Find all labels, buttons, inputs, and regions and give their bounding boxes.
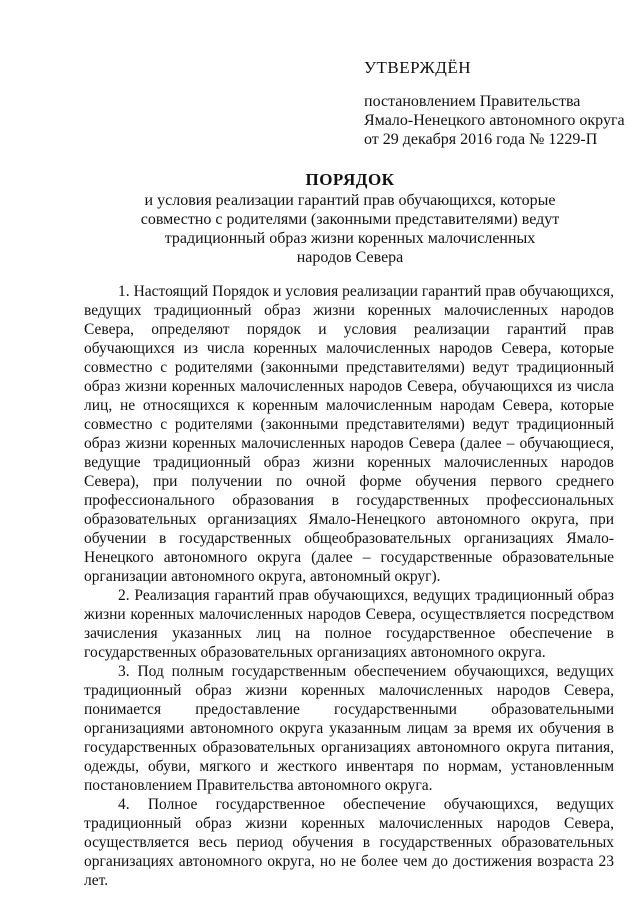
paragraph-2: 2. Реализация гарантий прав обучающихся, ведущих традиционный образ жизни коренных малочисленных народов Севера, осуществляется посредством зачисления указанных лиц на полное государственное обеспечение в государственных образовательных организациях автономного округа.: [84, 587, 614, 661]
paragraph-4: 4. Полное государственное обеспечение обучающихся, ведущих традиционный образ жизни коренных малочисленных народов Севера, осуществляется весь период обучения в государственных образовательных организациях автономного округа, но не более чем до достижения возраста 23 лет.: [84, 796, 614, 889]
approval-line-3: от 29 декабря 2016 года № 1229-П: [364, 131, 598, 148]
heading-line-3: традиционный образ жизни коренных малочисленных: [164, 230, 536, 247]
document-body: [84, 282, 614, 890]
heading-line-4: народов Севера: [296, 249, 404, 266]
document-heading: [80, 170, 620, 267]
heading-line-2: совместно с родителями (законными представителями) ведут: [140, 211, 560, 228]
approval-line-2: Ямало-Ненецкого автономного округа: [364, 112, 625, 129]
document-title: ПОРЯДОК: [305, 170, 395, 189]
approval-line-1: постановлением Правительства: [364, 93, 581, 110]
paragraph-1: 1. Настоящий Порядок и условия реализации гарантий прав обучающихся, ведущих традиционный образ жизни коренных малочисленных народов Севера, определяют порядок и условия реализации гарантий прав обучающихся из числа коренных малочисленных народов Севера, которые совместно с родителями (законными представителями) ведут традиционный образ жизни коренных малочисленных народов Севера, обучающихся из числа лиц, не относящихся к коренным малочисленным народам Севера, которые совместно с родителями (законными представителями) ведут традиционный образ жизни коренных малочисленных народов Севера (далее – обучающиеся, ведущие традиционный образ жизни коренных малочисленных народов Севера), при получении по очной форме обучения первого среднего профессионального образования в государственных профессиональных образовательных организациях Ямало-Ненецкого автономного округа, при обучении в государственных общеобразовательных организациях Ямало-Ненецкого автономного округа (далее – государственные образовательные организации автономного округа, автономный округ).: [84, 283, 614, 585]
approval-stamp-title: УТВЕРЖДЁН: [364, 58, 471, 77]
approval-block: [364, 58, 625, 149]
paragraph-3: 3. Под полным государственным обеспечением обучающихся, ведущих традиционный образ жизни коренных малочисленных народов Севера, понимается предоставление государственными образовательными организациями автономного округа указанным лицам за время их обучения в государственных образовательных организациях автономного округа питания, одежды, обуви, мягкого и жесткого инвентаря по нормам, установленным постановлением Правительства автономного округа.: [84, 663, 614, 794]
heading-line-1: и условия реализации гарантий прав обучающихся, которые: [144, 192, 556, 209]
